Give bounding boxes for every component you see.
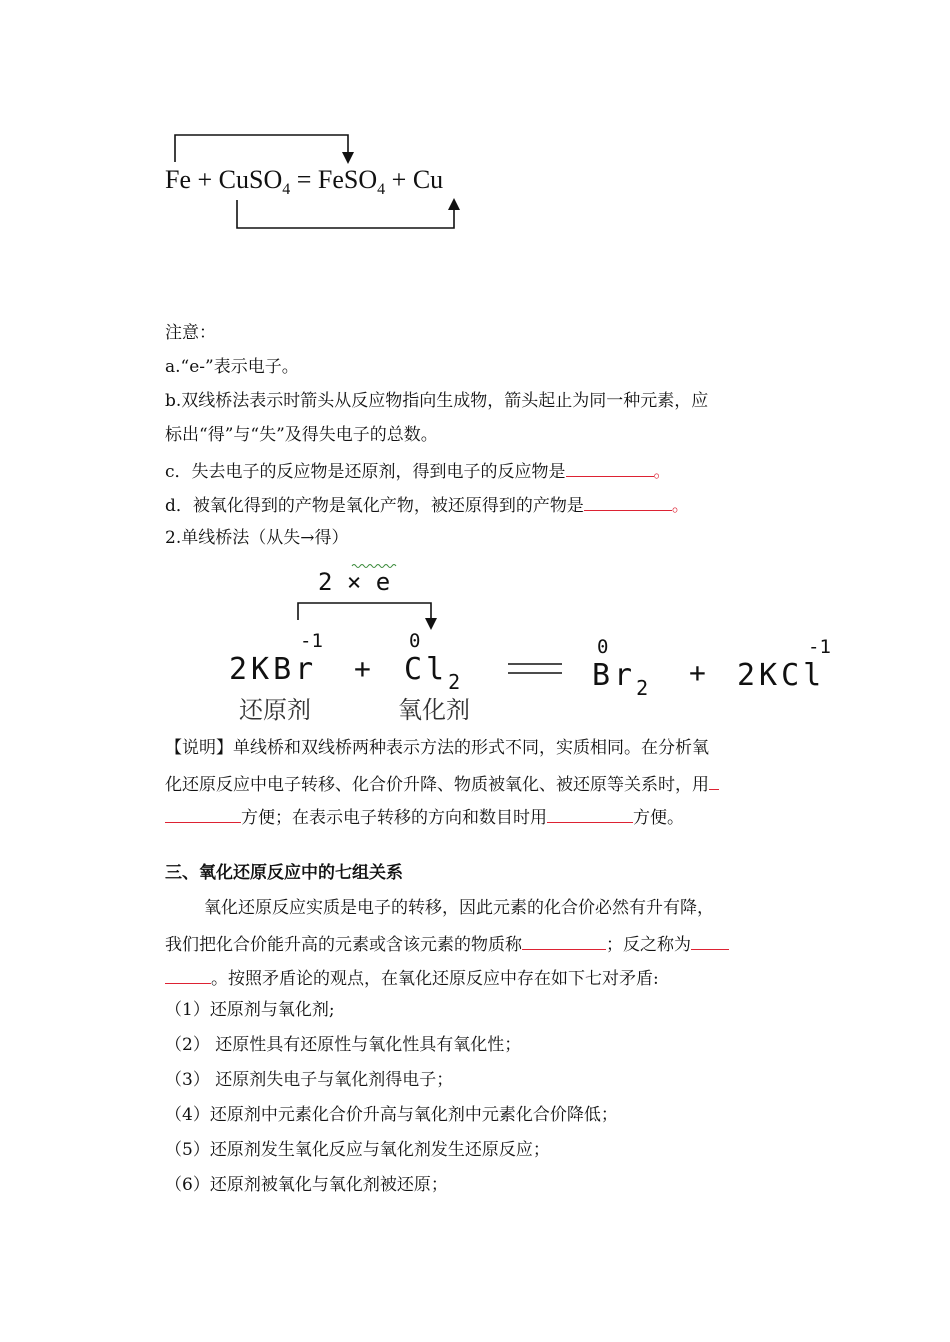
electron-count: 2 × e xyxy=(318,568,391,596)
answer-blank[interactable] xyxy=(522,931,606,950)
label-oxidizer: 氧化剂 xyxy=(398,696,470,724)
single-bridge-line xyxy=(298,603,431,620)
note-a: a.“e-”表示电子。 xyxy=(165,357,299,377)
note-d: d．被氧化得到的产物是氧化产物，被还原得到的产物是 。 xyxy=(165,492,689,517)
plus-sign: + xyxy=(689,656,706,689)
section-paragraph-line2: 我们把化合价能升高的元素或含该元素的物质称 ；反之称为 xyxy=(165,931,729,956)
species-kcl: 2KCl xyxy=(737,658,826,693)
answer-blank[interactable] xyxy=(165,965,211,984)
answer-blank[interactable] xyxy=(165,804,241,823)
section-paragraph-line3: 。按照矛盾论的观点，在氧化还原反应中存在如下七对矛盾: xyxy=(165,965,659,990)
equation-fe-cuso4 xyxy=(165,165,443,199)
species-br2: $Br_2$ xyxy=(592,658,653,700)
list-item: （6）还原剂被氧化与氧化剂被还原； xyxy=(165,1175,448,1195)
note-c: c．失去电子的反应物是还原剂，得到电子的反应物是 。 xyxy=(165,458,671,483)
plus-sign: + xyxy=(354,652,371,685)
single-bridge-heading: 2.单线桥法（从失→得） xyxy=(165,528,349,548)
label-reducer: 还原剂 xyxy=(239,696,311,724)
list-item: （4）还原剂中元素化合价升高与氧化剂中元素化合价降低； xyxy=(165,1105,618,1125)
list-item: （3） 还原剂失电子与氧化剂得电子； xyxy=(165,1070,454,1090)
product-feso4: FeSO$_4$ xyxy=(317,165,386,198)
list-item: （2） 还原性具有还原性与氧化性具有氧化性； xyxy=(165,1035,522,1055)
oxidation-state-kbr: -1 xyxy=(300,630,323,652)
species-cl2: $Cl_2$ xyxy=(404,652,465,694)
answer-blank[interactable] xyxy=(709,771,719,790)
answer-blank[interactable] xyxy=(547,804,633,823)
single-arrowhead xyxy=(425,618,437,630)
oxidation-state-br2: 0 xyxy=(597,636,609,658)
reactant-cuso4: CuSO$_4$ xyxy=(218,165,291,198)
upper-bridge-line xyxy=(175,135,348,162)
plus-sign: + xyxy=(391,165,407,194)
plus-sign: + xyxy=(197,165,213,194)
equals-sign: = xyxy=(296,165,312,194)
species-kbr: 2KBr xyxy=(229,652,318,687)
lower-bridge-line xyxy=(237,200,454,228)
answer-blank[interactable] xyxy=(566,458,654,477)
explanation-line3: 方便；在表示电子转移的方向和数目时用 方便。 xyxy=(165,804,684,829)
upper-arrowhead xyxy=(342,152,354,164)
list-item: （5）还原剂发生氧化反应与氧化剂发生还原反应； xyxy=(165,1140,550,1160)
product-cu: Cu xyxy=(412,165,444,194)
reactant-fe: Fe xyxy=(165,165,191,194)
section-paragraph-line1: 氧化还原反应实质是电子的转移，因此元素的化合价必然有升有降， xyxy=(204,898,714,918)
list-item: （1）还原剂与氧化剂; xyxy=(165,1000,335,1020)
section-heading: 三、氧化还原反应中的七组关系 xyxy=(165,863,403,883)
lower-arrowhead xyxy=(448,198,460,210)
answer-blank[interactable] xyxy=(584,492,672,511)
note-b-line1: b.双线桥法表示时箭头从反应物指向生成物，箭头起止为同一种元素，应 xyxy=(165,391,709,411)
explanation-line1: 【说明】单线桥和双线桥两种表示方法的形式不同，实质相同。在分析氧 xyxy=(165,738,709,758)
oxidation-state-kcl: -1 xyxy=(808,636,831,658)
note-b-line2: 标出“得”与“失”及得失电子的总数。 xyxy=(165,425,438,445)
notes-title: 注意： xyxy=(165,323,216,343)
oxidation-state-cl2: 0 xyxy=(409,630,421,652)
explanation-line2: 化还原反应中电子转移、化合价升降、物质被氧化、被还原等关系时，用 xyxy=(165,771,719,796)
answer-blank[interactable] xyxy=(691,931,729,950)
